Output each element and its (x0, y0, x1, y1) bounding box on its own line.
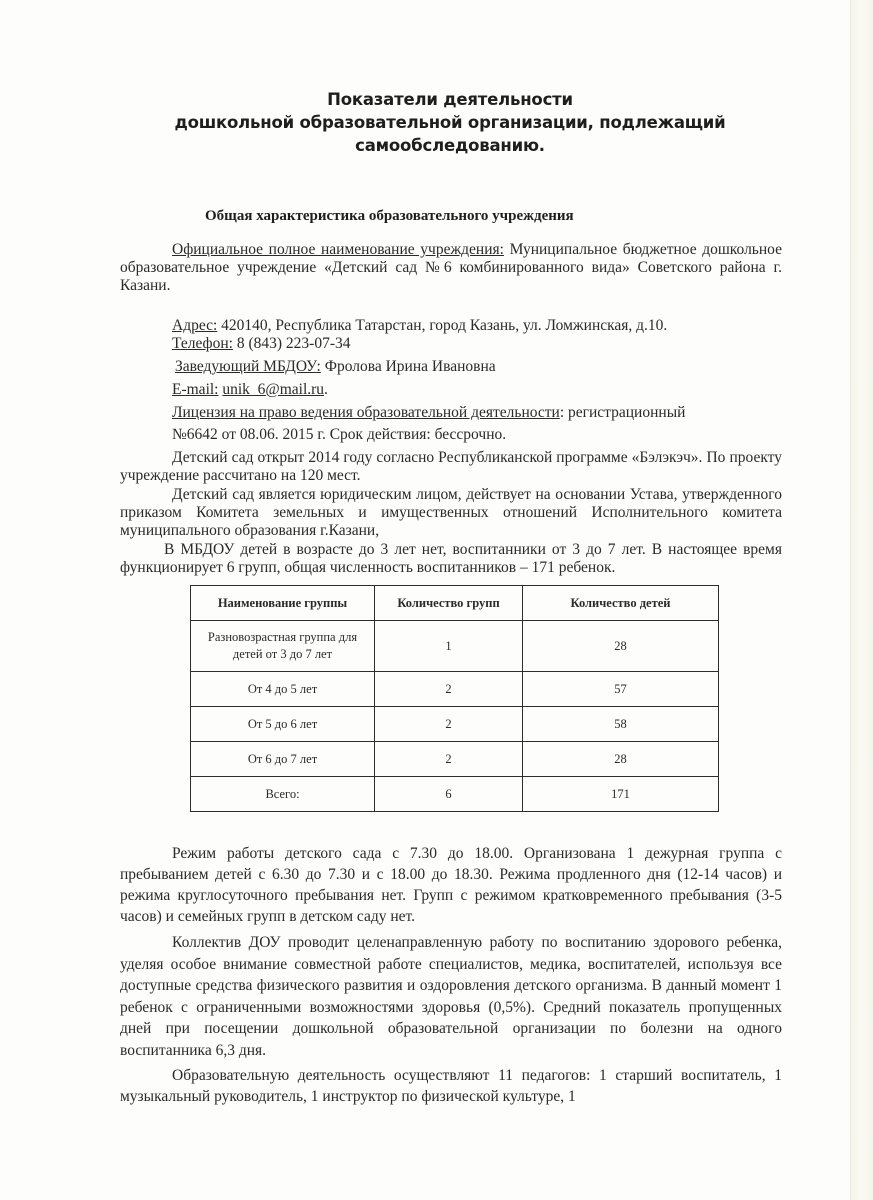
cell-children-count: 57 (523, 672, 719, 707)
staff-paragraph: Образовательную деятельность осуществляют 11 педагогов: 1 старший воспитатель, 1 музыкальный руководитель, 1 инструктор по физической культуре, 1 (120, 1067, 782, 1105)
license-value: : регистрационный (559, 404, 686, 421)
phone-value: 8 (843) 223-07-34 (232, 335, 351, 352)
table-row (191, 742, 719, 777)
cell-children-count: 58 (523, 707, 719, 742)
scan-edge (850, 0, 873, 1200)
address-line (172, 317, 667, 335)
cell-total-groups: 6 (375, 777, 523, 812)
cell-children-count: 28 (523, 742, 719, 777)
table-row (191, 672, 719, 707)
head-line (175, 358, 496, 376)
phone-line (172, 335, 351, 353)
institution-name-label: Официальное полное наименование учреждения: (172, 241, 504, 258)
cell-children-count: 28 (523, 621, 719, 672)
title-line-1: Показатели деятельности (327, 90, 573, 109)
cell-total-children: 171 (523, 777, 719, 812)
header-children-count: Количество детей (523, 586, 719, 621)
cell-group-count: 2 (375, 742, 523, 777)
cell-group-name: От 6 до 7 лет (191, 742, 375, 777)
cell-group-name: От 4 до 5 лет (191, 672, 375, 707)
schedule-paragraph: Режим работы детского сада с 7.30 до 18.00. Организована 1 дежурная группа с пребыванием детей с 6.30 до 7.30 и с 18.00 до 18.30. Режима продленного дня (12-14 часов) и режима круглосуточного пребывания нет. Групп с режимом кратковременного пребывания (3-5 часов) и семейных групп в детском саду нет. (120, 845, 782, 925)
license-label: Лицензия на право ведения образовательной деятельности (172, 404, 560, 421)
head-label: Заведующий МБДОУ: (175, 358, 321, 375)
address-value: 420140, Республика Татарстан, город Казань, ул. Ломжинская, д.10. (217, 317, 668, 334)
legal-paragraph: Детский сад является юридическим лицом, действует на основании Устава, утвержденного приказом Комитета земельных и имущественных отношений Исполнительного комитета муниципального образования г.Казани, (120, 486, 782, 539)
license-line-2: №6642 от 08.06. 2015 г. Срок действия: бессрочно. (172, 426, 507, 443)
email-tail: . (324, 381, 328, 398)
institution-name-paragraph (120, 241, 782, 295)
section-heading: Общая характеристика образовательного учреждения (205, 208, 574, 224)
header-group-count: Количество групп (375, 586, 523, 621)
health-paragraph: Коллектив ДОУ проводит целенаправленную работу по воспитанию здорового ребенка, уделяя особое внимание совместной работе специалистов, медика, воспитателей, используя все доступные средства физического развития и оздоровления детского организма. В данный момент 1 ребенок с ограниченными возможностями здоровья (0,5%). Средний показатель пропущенных дней при посещении дошкольной образовательной организации по болезни на одного воспитанника 6,3 дня. (120, 934, 782, 1059)
cell-group-count: 2 (375, 672, 523, 707)
table-header-row (191, 586, 719, 621)
email-line (172, 381, 328, 399)
document-title (150, 88, 750, 157)
email-link[interactable]: unik_6@mail.ru (222, 381, 325, 398)
cell-group-name: От 5 до 6 лет (191, 707, 375, 742)
opened-paragraph: Детский сад открыт 2014 году согласно Республиканской программе «Бэлэкэч». По проекту учреждение рассчитано на 120 мест. (120, 449, 782, 484)
cell-group-name: Разновозрастная группа для детей от 3 до 7 лет (191, 621, 375, 672)
phone-label: Телефон: (172, 335, 233, 352)
header-group-name: Наименование группы (191, 586, 375, 621)
institution-name-value: Муниципальное бюджетное дошкольное образовательное учреждение «Детский сад №6 комбинированного вида» Советского района г. Казани. (120, 241, 782, 294)
license-line (172, 404, 685, 422)
head-value: Фролова Ирина Ивановна (320, 358, 496, 375)
groups-table (190, 585, 719, 812)
table-row (191, 621, 719, 672)
cell-group-count: 2 (375, 707, 523, 742)
table-total-row (191, 777, 719, 812)
title-line-3: самообследованию. (355, 136, 545, 155)
cell-group-count: 1 (375, 621, 523, 672)
cell-total-label: Всего: (191, 777, 375, 812)
table-row (191, 707, 719, 742)
email-label: E-mail: (172, 381, 219, 398)
children-paragraph: В МБДОУ детей в возрасте до 3 лет нет, воспитанники от 3 до 7 лет. В настоящее время функционирует 6 групп, общая численность воспитанников – 171 ребенок. (120, 541, 782, 576)
title-line-2: дошкольной образовательной организации, подлежащий (174, 113, 726, 132)
address-label: Адрес: (172, 317, 218, 334)
